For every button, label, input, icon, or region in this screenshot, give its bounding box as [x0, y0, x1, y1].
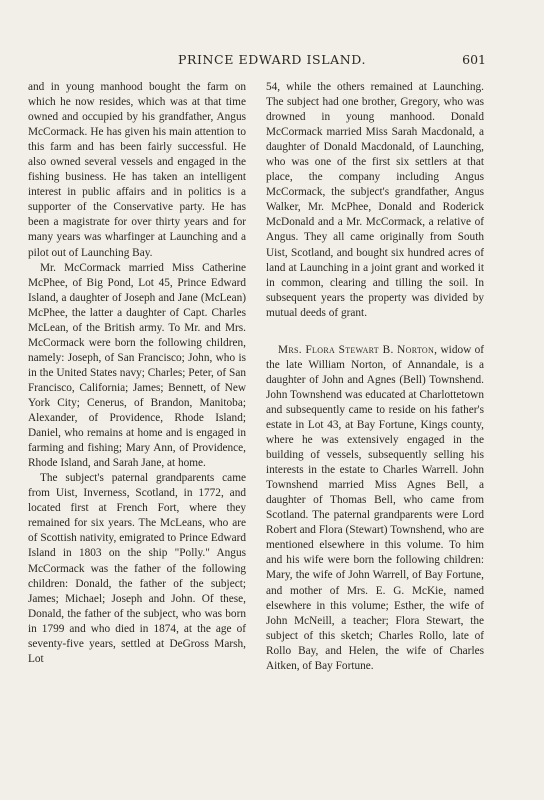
paragraph: Mr. McCormack married Miss Catherine McPhee, of Big Pond, Lot 45, Prince Edward Island, a daughter of Joseph and Jane (McLean) McPhee, the latter a daughter of Capt. Charles McLean, of the British army. To Mr. and Mrs. McCormack were born the following children, namely: Joseph, of San Francisco; John, who is in the United States navy; Charles; Peter, of San Francisco, California; James; Bennett, of New York City; Cenerus, of Brandon, Manitoba; Alexander, of Providence, Rhode Island; Daniel, who remains at home and is engaged in farming and fishing; Mary Ann, of Providence, Rhode Island, and Sarah Jane, at home. — [28, 261, 246, 470]
paragraph: 54, while the others remained at Launching. The subject had one brother, Gregory, who was drowned in young manhood. Donald McCormack married Miss Sarah Macdonald, a daughter of Donald Macdonald, of Launching, who was one of the first six settlers at that place, the company including Angus McCormack, the subject's grandfather, Angus Walker, Mr. McPhee, Donald and Roderick McDonald and a Mr. McCormack, a relative of Angus. They all came originally from South Uist, Scotland, and bought six hundred acres of land at Launching in a joint grant and worked it in common, clearing and tilling the soil. In subsequent years the property was divided by mutual deeds of grant. — [266, 81, 484, 319]
page-number: 601 — [462, 52, 486, 67]
paragraph: The subject's paternal grandparents came from Uist, Inverness, Scotland, in 1772, and located first at French Fort, where they remained for six years. The McLeans, who are of Scottish nativity, emigrated to Prince Edward Island in 1803 on the ship "Polly." Angus McCormack was the father of the following children: Donald, the father of the subject; James; Michael; Joseph and John. Of these, Donald, the father of the subject, who was born in 1799 and who died in 1874, at the age of seventy-five years, settled at DeGross Marsh, Lot — [28, 472, 246, 665]
biography-paragraph — [266, 343, 484, 674]
right-column — [266, 80, 484, 674]
left-column — [28, 80, 246, 667]
page-header — [0, 52, 544, 70]
paragraph: and in young manhood bought the farm on which he now resides, which was at that time owned and occupied by his grandfather, Angus McCormack. He has given his main attention to this farm and has been fairly successful. He also owned several vessels and engaged in the fishing business. He has taken an intelligent interest in public affairs and in politics is a supporter of the Conservative party. He has been a magistrate for over thirty years and for many years was wharfinger at Launching and a pilot out of Launching Bay. — [28, 81, 246, 259]
biography-text: widow of the late William Norton, of Annandale, is a daughter of John and Agnes (Bell) Townshend. John Townshend was educated at Charlottetown and subsequently came to reside on his father's estate in Lot 43, at Bay Fortune, Kings county, where he was extensively engaged in the building of vessels, subsequently selling his interests in the estate to Charles Warrell. John Townshend married Miss Agnes Bell, a daughter of Thomas Bell, who came from Scotland. The paternal grandparents were Lord Robert and Flora (Stewart) Townshend, who are mentioned elsewhere in this volume. To him and his wife were born the following children: Mary, the wife of John Warrell, of Bay Fortune, and mother of Mrs. E. G. McKie, named elsewhere in this volume; Esther, the wife of John McNeill, a teacher; Flora Stewart, the subject of this sketch; Charles Rollo, late of Rollo Bay, and Helen, the wife of Charles Aitken, of Bay Fortune. — [266, 343, 484, 672]
running-title: PRINCE EDWARD ISLAND. — [177, 52, 367, 67]
biography-subject-name: Mrs. Flora Stewart B. Norton, — [278, 343, 438, 356]
section-gap — [266, 321, 484, 343]
